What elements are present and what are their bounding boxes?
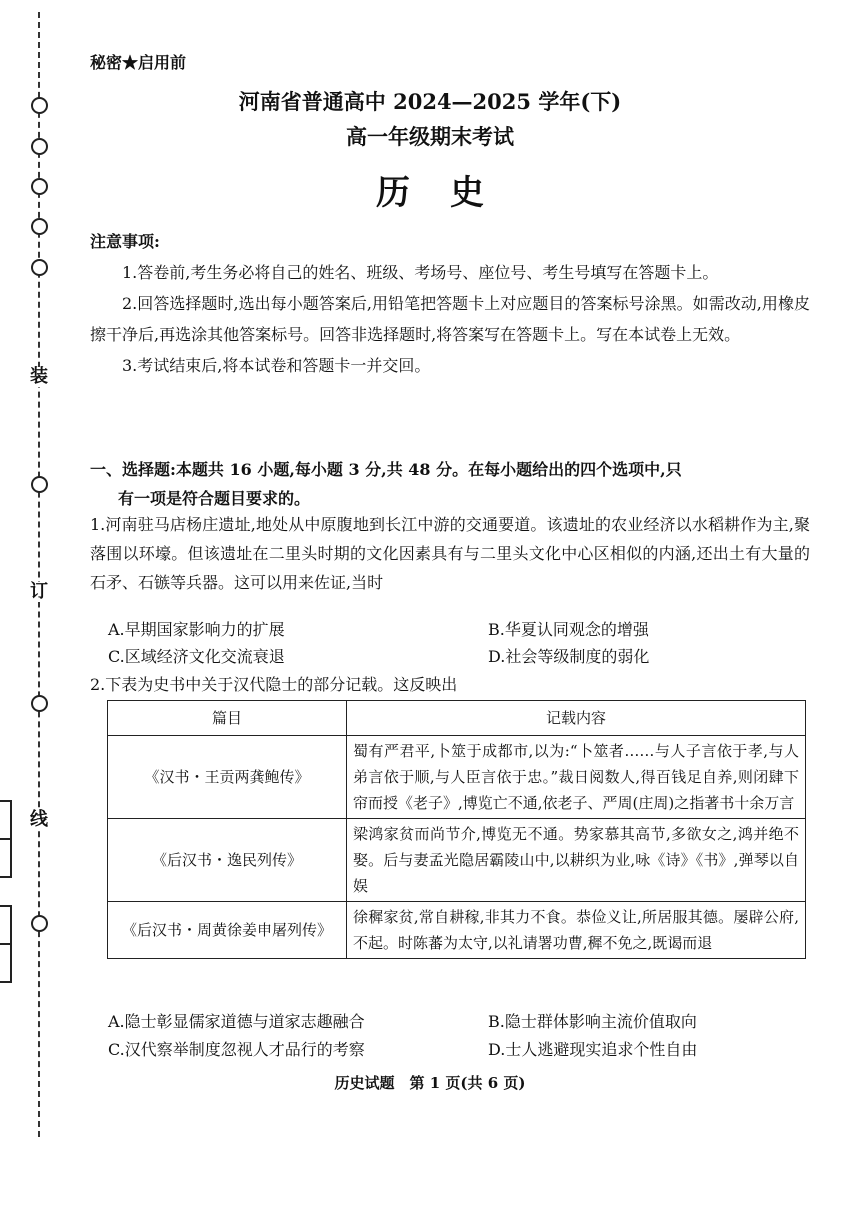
table-cell-content: 徐穉家贫,常自耕稼,非其力不食。恭俭义让,所居服其德。屡辟公府,不起。时陈蕃为太守,以礼请署功曹,穉不免之,既谒而退 bbox=[347, 902, 806, 959]
question-2-table bbox=[107, 700, 806, 959]
binding-bracket bbox=[0, 943, 12, 983]
question-2-option-c[interactable]: C.汉代察举制度忽视人才品行的考察 bbox=[108, 1040, 365, 1059]
notes-heading: 注意事项: bbox=[90, 232, 160, 251]
table-cell-title: 《后汉书・周黄徐姜申屠列传》 bbox=[108, 902, 347, 959]
question-1-stem: 1.河南驻马店杨庄遗址,地处从中原腹地到长江中游的交通要道。该遗址的农业经济以水稻耕作为主,聚落围以环壕。但该遗址在二里头时期的文化因素具有与二里头文化中心区相似的内涵,还出土有大量的石矛、石镞等兵器。这可以用来佐证,当时 bbox=[90, 515, 810, 592]
exam-title-line1: 河南省普通高中 2024—2025 学年(下) bbox=[238, 89, 622, 114]
page-footer: 历史试题 第 1 页(共 6 页) bbox=[334, 1074, 526, 1092]
binding-bracket bbox=[0, 905, 12, 945]
binding-hole bbox=[31, 259, 48, 276]
question-1-options-row1 bbox=[108, 616, 808, 644]
subject-title: 历史 bbox=[376, 173, 524, 213]
table-row bbox=[108, 902, 806, 959]
table-header-title: 篇目 bbox=[108, 701, 347, 736]
binding-label-zhuang: 装 bbox=[30, 366, 48, 387]
question-2-options-row1 bbox=[108, 1008, 808, 1036]
table-cell-content: 蜀有严君平,卜筮于成都市,以为:“卜筮者……与人子言依于孝,与人弟言依于顺,与人臣言依于忠。”裁日阅数人,得百钱足自养,则闭肆下帘而授《老子》,博览亡不通,依老子、严周(庄周)之指著书十余万言 bbox=[347, 736, 806, 819]
question-2-option-a[interactable]: A.隐士彰显儒家道德与道家志趣融合 bbox=[108, 1012, 365, 1031]
notes-item: 3.考试结束后,将本试卷和答题卡一并交回。 bbox=[122, 356, 431, 375]
notes-item: 2.回答选择题时,选出每小题答案后,用铅笔把答题卡上对应题目的答案标号涂黑。如需改动,用橡皮擦干净后,再选涂其他答案标号。回答非选择题时,将答案写在答题卡上。写在本试卷上无效。 bbox=[90, 294, 810, 344]
binding-hole bbox=[31, 695, 48, 712]
table-row bbox=[108, 819, 806, 902]
question-1-option-b[interactable]: B.华夏认同观念的增强 bbox=[488, 620, 649, 639]
table-header-row bbox=[108, 701, 806, 736]
question-2-option-b[interactable]: B.隐士群体影响主流价值取向 bbox=[488, 1012, 697, 1031]
table-header-content: 记载内容 bbox=[347, 701, 806, 736]
table-row bbox=[108, 736, 806, 819]
question-1-option-a[interactable]: A.早期国家影响力的扩展 bbox=[108, 620, 285, 639]
question-1-option-c[interactable]: C.区域经济文化交流衰退 bbox=[108, 647, 285, 666]
exam-notes bbox=[90, 226, 810, 381]
table-cell-title: 《汉书・王贡两龚鲍传》 bbox=[108, 736, 347, 819]
question-2-options-row2 bbox=[108, 1036, 808, 1064]
binding-hole bbox=[31, 476, 48, 493]
binding-label-ding: 订 bbox=[30, 581, 48, 602]
binding-bracket bbox=[0, 800, 12, 840]
binding-label-xian: 线 bbox=[30, 809, 48, 830]
table-cell-title: 《后汉书・逸民列传》 bbox=[108, 819, 347, 902]
section-heading-line2: 有一项是符合题目要求的。 bbox=[118, 489, 311, 508]
question-1-option-d[interactable]: D.社会等级制度的弱化 bbox=[488, 647, 650, 666]
notes-item: 1.答卷前,考生务必将自己的姓名、班级、考场号、座位号、考生号填写在答题卡上。 bbox=[122, 263, 719, 282]
binding-hole bbox=[31, 915, 48, 932]
question-2-option-d[interactable]: D.士人逃避现实追求个性自由 bbox=[488, 1040, 698, 1059]
exam-title-line2: 高一年级期末考试 bbox=[346, 124, 514, 149]
confidential-mark: 秘密★启用前 bbox=[90, 53, 187, 72]
question-2-stem: 2.下表为史书中关于汉代隐士的部分记载。这反映出 bbox=[90, 675, 458, 694]
question-1-options-row2 bbox=[108, 643, 808, 671]
binding-hole bbox=[31, 218, 48, 235]
section-heading-line1: 一、选择题:本题共 16 小题,每小题 3 分,共 48 分。在每小题给出的四个选项中,只 bbox=[90, 460, 682, 479]
section-heading bbox=[90, 455, 810, 513]
table-cell-content: 梁鸿家贫而尚节介,博览无不通。势家慕其高节,多欲女之,鸿并绝不娶。后与妻孟光隐居霸陵山中,以耕织为业,咏《诗》《书》,弹琴以自娱 bbox=[347, 819, 806, 902]
binding-bracket bbox=[0, 838, 12, 878]
